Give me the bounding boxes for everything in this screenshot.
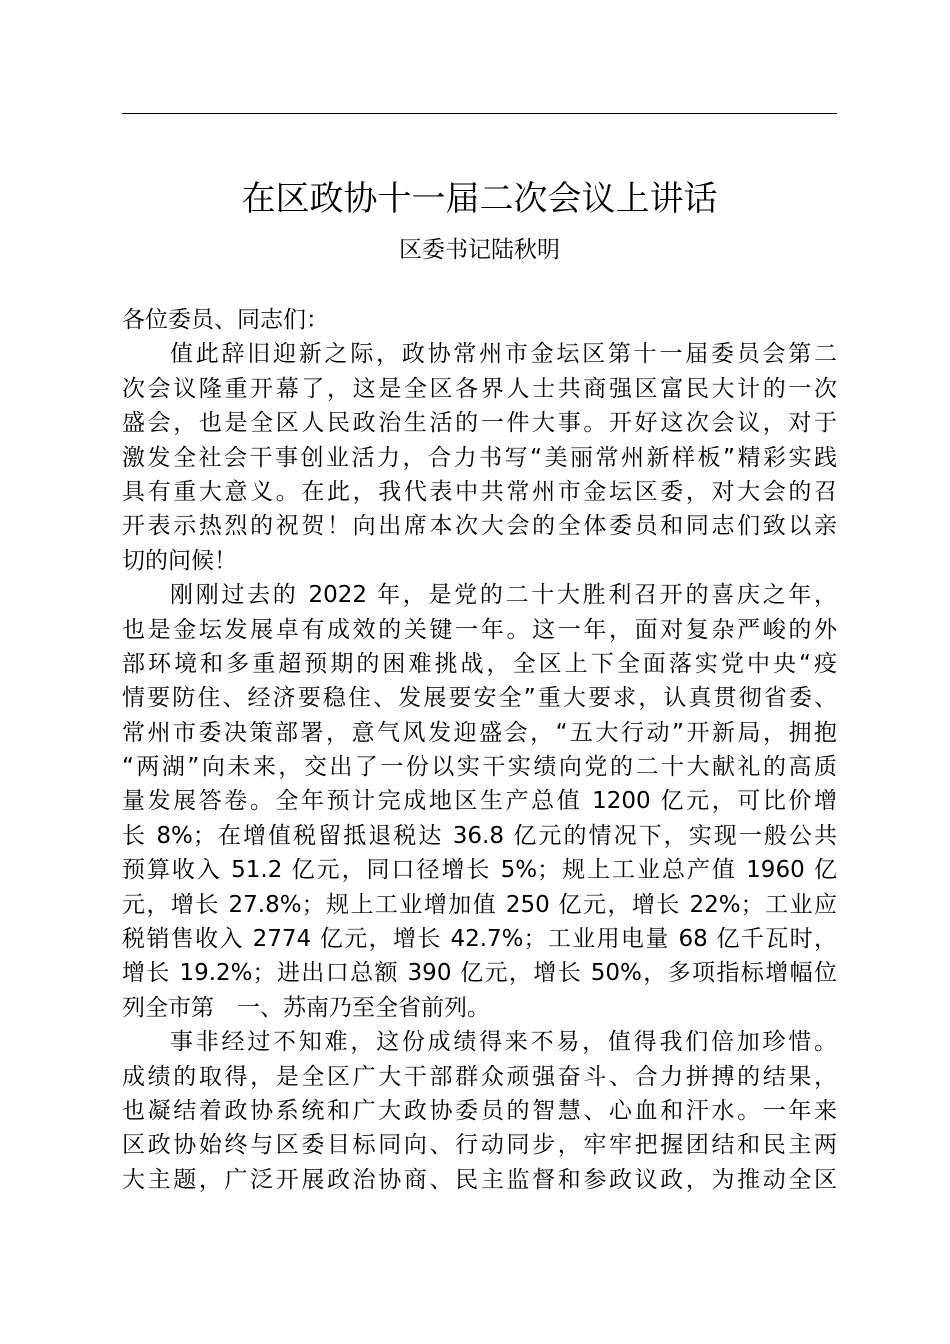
page-title: 在区政协十一届二次会议上讲话 bbox=[241, 179, 718, 219]
text-line: 元，增长 27.8%；规上工业增加值 250 亿元，增长 22%；工业应 bbox=[122, 891, 837, 918]
text-line: 事非经过不知难，这份成绩得来不易，值得我们倍加珍惜。 bbox=[170, 1029, 837, 1056]
text-line: 切的问候！ bbox=[122, 547, 237, 574]
text-line: 预算收入 51.2 亿元，同口径增长 5%；规上工业总产值 1960 亿 bbox=[122, 857, 837, 884]
text-line: 成绩的取得，是全区广大干部群众顽强奋斗、合力拼搏的结果， bbox=[122, 1063, 837, 1090]
text-line: 情要防住、经济要稳住、发展要安全”重大要求，认真贯彻省委、 bbox=[122, 685, 837, 712]
text-line: 常州市委决策部署，意气风发迎盛会，“五大行动”开新局，拥抱 bbox=[122, 719, 837, 746]
speech-body bbox=[122, 303, 837, 1197]
text-line: 也是金坛发展卓有成效的关键一年。这一年，面对复杂严峻的外 bbox=[122, 616, 837, 643]
text-line: 大主题，广泛开展政治协商、民主监督和参政议政，为推动全区 bbox=[122, 1166, 837, 1193]
text-line: 也凝结着政协系统和广大政协委员的智慧、心血和汗水。一年来 bbox=[122, 1097, 837, 1124]
text-line: 激发全社会干事创业活力，合力书写“美丽常州新样板”精彩实践 bbox=[122, 444, 837, 471]
speaker-line: 区委书记陆秋明 bbox=[399, 237, 560, 263]
text-line: 值此辞旧迎新之际，政协常州市金坛区第十一届委员会第二 bbox=[170, 341, 837, 368]
text-line: 区政协始终与区委目标同向、行动同步，牢牢把握团结和民主两 bbox=[122, 1132, 837, 1159]
text-line: 量发展答卷。全年预计完成地区生产总值 1200 亿元，可比价增 bbox=[122, 788, 837, 815]
text-line: 税销售收入 2774 亿元，增长 42.7%；工业用电量 68 亿千瓦时， bbox=[122, 926, 837, 953]
text-line: 次会议隆重开幕了，这是全区各界人士共商强区富民大计的一次 bbox=[122, 375, 837, 402]
paragraph-2 bbox=[122, 578, 837, 1025]
salutation: 各位委员、同志们： bbox=[122, 307, 329, 333]
text-line: 增长 19.2%；进出口总额 390 亿元，增长 50%，多项指标增幅位 bbox=[122, 960, 837, 987]
paragraph-1 bbox=[122, 337, 837, 578]
text-line: 具有重大意义。在此，我代表中共常州市金坛区委，对大会的召 bbox=[122, 478, 837, 505]
header-rule bbox=[122, 113, 837, 114]
text-line: 开表示热烈的祝贺！向出席本次大会的全体委员和同志们致以亲 bbox=[122, 513, 837, 540]
text-line: 盛会，也是全区人民政治生活的一件大事。开好这次会议，对于 bbox=[122, 410, 837, 437]
text-line: 列全市第 一、苏南乃至全省前列。 bbox=[122, 994, 490, 1021]
text-line: 部环境和多重超预期的困难挑战，全区上下全面落实党中央“疫 bbox=[122, 650, 837, 677]
text-line: “两湖”向未来，交出了一份以实干实绩向党的二十大献礼的高质 bbox=[122, 754, 837, 781]
text-line: 长 8%；在增值税留抵退税达 36.8 亿元的情况下，实现一般公共 bbox=[122, 822, 837, 849]
text-line: 刚刚过去的 2022 年，是党的二十大胜利召开的喜庆之年， bbox=[170, 582, 837, 609]
paragraph-3 bbox=[122, 1025, 837, 1197]
